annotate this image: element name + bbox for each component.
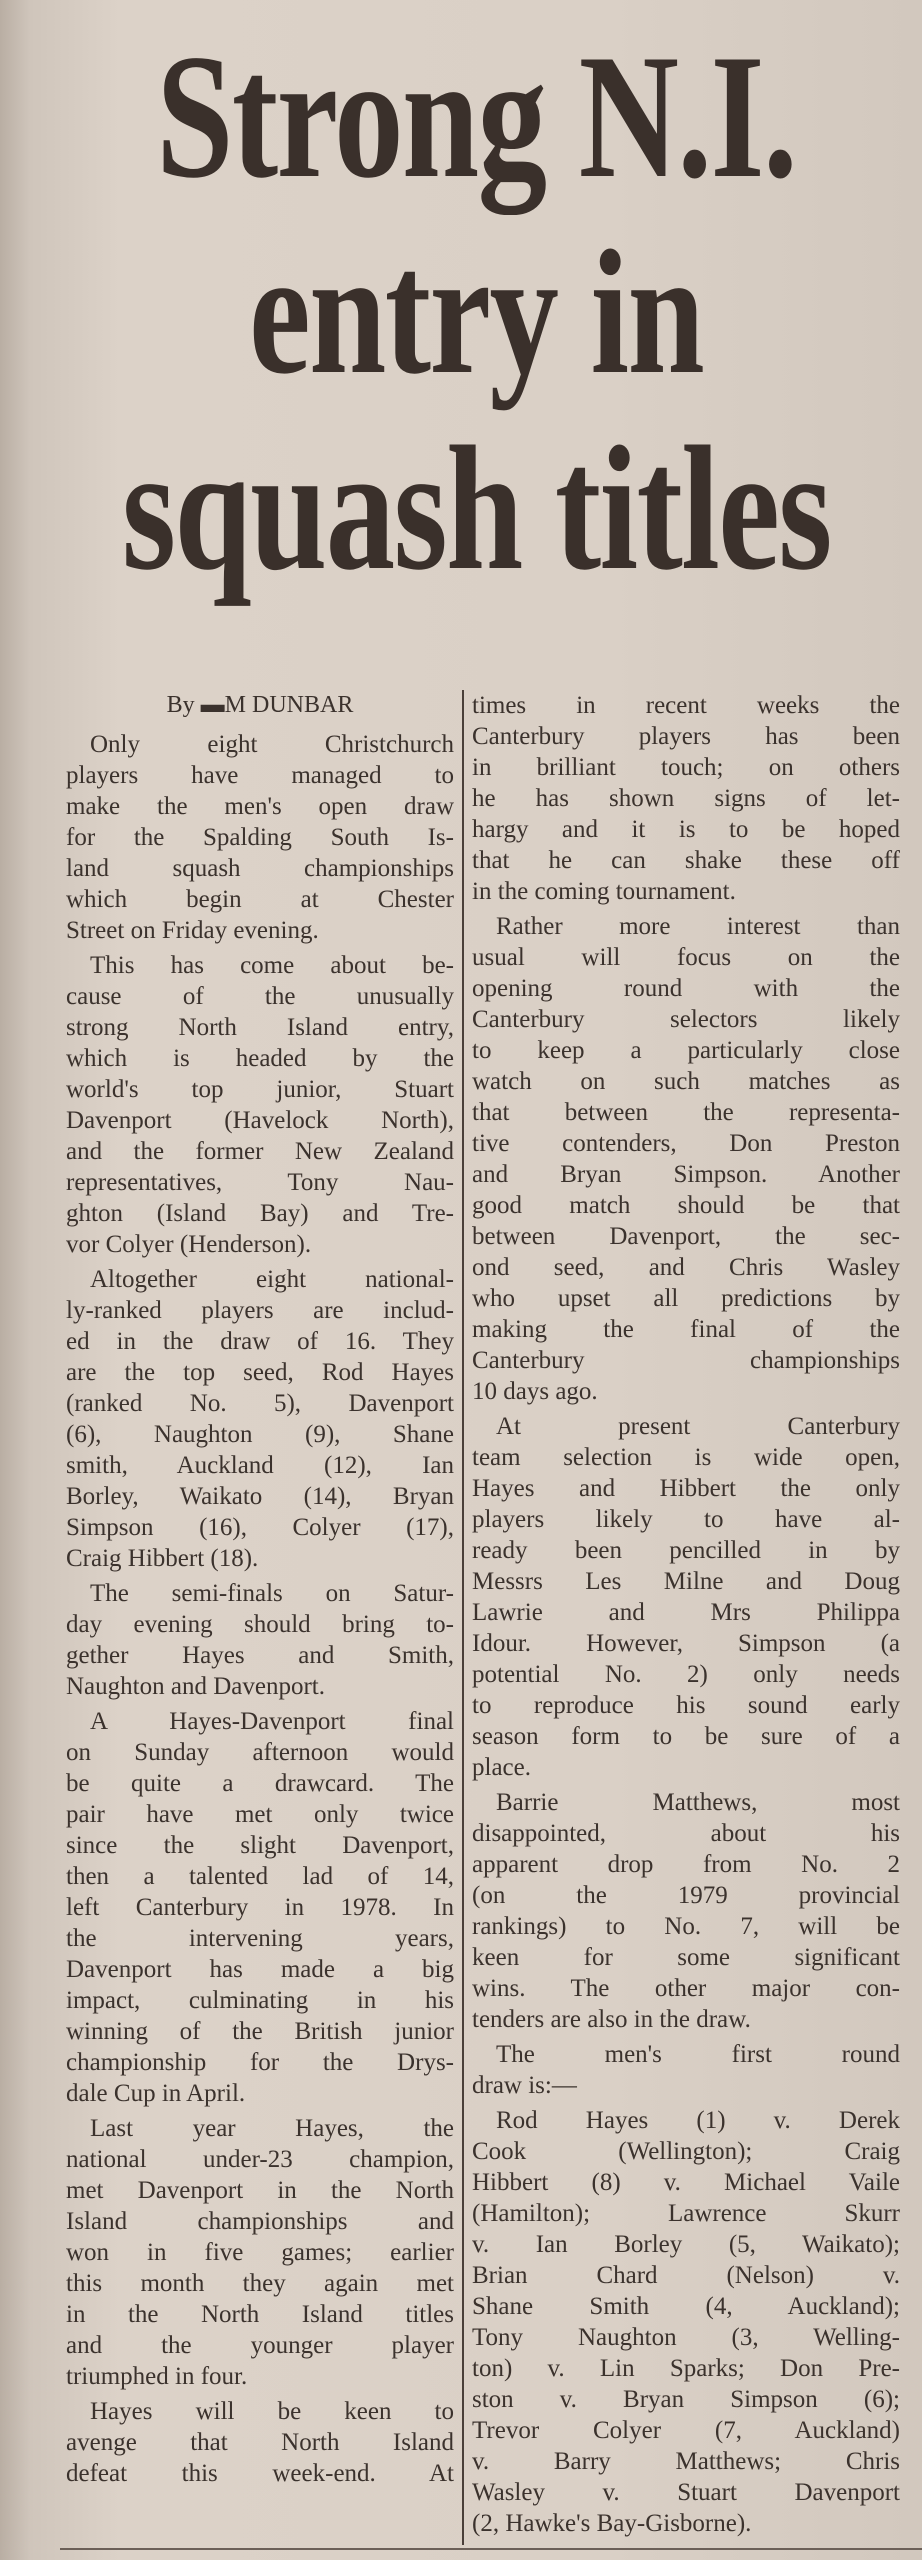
text-line: tive contenders, Don Preston bbox=[472, 1130, 900, 1157]
text-line: Rod Hayes (1) v. Derek bbox=[496, 2107, 900, 2134]
article-paragraph bbox=[66, 1578, 454, 1702]
headline-text: entry in bbox=[248, 213, 704, 411]
article-paragraph bbox=[66, 950, 454, 1260]
headline-text: squash titles bbox=[121, 409, 831, 607]
text-line: Brian Chard (Nelson) v. bbox=[472, 2262, 900, 2289]
text-line: Altogether eight national- bbox=[90, 1266, 454, 1293]
text-line: A Hayes-Davenport final bbox=[90, 1708, 454, 1735]
text-line: team selection is wide open, bbox=[472, 1444, 900, 1471]
text-line: and Bryan Simpson. Another bbox=[472, 1161, 900, 1188]
text-line: v. Barry Matthews; Chris bbox=[472, 2448, 900, 2475]
text-line: defeat this week-end. At bbox=[66, 2460, 454, 2487]
text-line: day evening should bring to- bbox=[66, 1611, 454, 1638]
text-line: dale Cup in April. bbox=[66, 2080, 246, 2107]
text-line: impact, culminating in his bbox=[66, 1987, 454, 2014]
text-line: to keep a particularly close bbox=[472, 1037, 900, 1064]
text-line: make the men's open draw bbox=[66, 793, 454, 820]
text-line: (Hamilton); Lawrence Skurr bbox=[472, 2200, 900, 2227]
text-line: then a talented lad of 14, bbox=[66, 1863, 454, 1890]
text-line: usual will focus on the bbox=[472, 944, 900, 971]
text-line: Davenport (Havelock North), bbox=[66, 1107, 454, 1134]
text-line: cause of the unusually bbox=[66, 983, 454, 1010]
column-divider bbox=[462, 690, 464, 2545]
text-line: ly-ranked players are includ- bbox=[66, 1297, 454, 1324]
text-line: Naughton and Davenport. bbox=[66, 1673, 325, 1700]
headline-text: Strong N.I. bbox=[156, 17, 796, 215]
text-line: that between the representa- bbox=[472, 1099, 900, 1126]
text-line: Tony Naughton (3, Welling- bbox=[472, 2324, 900, 2351]
text-line: strong North Island entry, bbox=[66, 1014, 454, 1041]
text-line: avenge that North Island bbox=[66, 2429, 454, 2456]
article-paragraph bbox=[66, 1264, 454, 1574]
article-paragraph bbox=[472, 1411, 900, 1783]
text-line: in the North Island titles bbox=[66, 2301, 454, 2328]
text-line: hargy and it is to be hoped bbox=[472, 816, 900, 843]
text-line: opening round with the bbox=[472, 975, 900, 1002]
article-column-left bbox=[66, 690, 454, 2489]
text-line: (6), Naughton (9), Shane bbox=[66, 1421, 454, 1448]
text-line: keen for some significant bbox=[472, 1944, 900, 1971]
byline: By ▬M DUNBAR bbox=[166, 692, 354, 718]
text-line: between Davenport, the sec- bbox=[472, 1223, 900, 1250]
text-line: which begin at Chester bbox=[66, 886, 454, 913]
article-column-right bbox=[472, 690, 900, 2539]
text-line: he has shown signs of let- bbox=[472, 785, 900, 812]
text-line: ed in the draw of 16. They bbox=[66, 1328, 454, 1355]
text-line: national under-23 champion, bbox=[66, 2146, 454, 2173]
text-line: 10 days ago. bbox=[472, 1378, 598, 1405]
text-line: Idour. However, Simpson (a bbox=[472, 1630, 900, 1657]
article-paragraph bbox=[66, 729, 454, 946]
article-paragraph bbox=[66, 2396, 454, 2489]
text-line: (on the 1979 provincial bbox=[472, 1882, 900, 1909]
text-line: This has come about be- bbox=[90, 952, 454, 979]
article-paragraph bbox=[472, 2105, 900, 2539]
article-paragraph bbox=[472, 1787, 900, 2035]
text-line: draw is:— bbox=[472, 2072, 577, 2099]
text-line: the intervening years, bbox=[66, 1925, 454, 1952]
article-paragraph bbox=[472, 2039, 900, 2101]
text-line: (ranked No. 5), Davenport bbox=[66, 1390, 454, 1417]
text-line: Craig Hibbert (18). bbox=[66, 1545, 259, 1572]
headline-line bbox=[40, 18, 912, 214]
text-line: representatives, Tony Nau- bbox=[66, 1169, 454, 1196]
text-line: Wasley v. Stuart Davenport bbox=[472, 2479, 900, 2506]
text-line: ton) v. Lin Sparks; Don Pre- bbox=[472, 2355, 900, 2382]
text-line: are the top seed, Rod Hayes bbox=[66, 1359, 454, 1386]
text-line: Cook (Wellington); Craig bbox=[472, 2138, 900, 2165]
text-line: triumphed in four. bbox=[66, 2363, 248, 2390]
article-paragraph bbox=[66, 1706, 454, 2109]
text-line: Hayes and Hibbert the only bbox=[472, 1475, 900, 1502]
text-line: v. Ian Borley (5, Waikato); bbox=[472, 2231, 900, 2258]
text-line: pair have met only twice bbox=[66, 1801, 454, 1828]
text-line: making the final of the bbox=[472, 1316, 900, 1343]
text-line: disappointed, about his bbox=[472, 1820, 900, 1847]
text-line: who upset all predictions by bbox=[472, 1285, 900, 1312]
text-line: wins. The other major con- bbox=[472, 1975, 900, 2002]
text-line: in brilliant touch; on others bbox=[472, 754, 900, 781]
text-line: Shane Smith (4, Auckland); bbox=[472, 2293, 900, 2320]
text-line: ond seed, and Chris Wasley bbox=[472, 1254, 900, 1281]
text-line: Only eight Christchurch bbox=[90, 731, 454, 758]
text-line: on Sunday afternoon would bbox=[66, 1739, 454, 1766]
text-line: and the former New Zealand bbox=[66, 1138, 454, 1165]
text-line: vor Colyer (Henderson). bbox=[66, 1231, 312, 1258]
text-line: Street on Friday evening. bbox=[66, 917, 319, 944]
text-line: ready been pencilled in by bbox=[472, 1537, 900, 1564]
text-line: season form to be sure of a bbox=[472, 1723, 900, 1750]
headline-line bbox=[40, 410, 912, 606]
text-line: Last year Hayes, the bbox=[90, 2115, 454, 2142]
text-line: ghton (Island Bay) and Tre- bbox=[66, 1200, 454, 1227]
text-line: left Canterbury in 1978. In bbox=[66, 1894, 454, 1921]
text-line: rankings) to No. 7, will be bbox=[472, 1913, 900, 1940]
text-line: in the coming tournament. bbox=[472, 878, 736, 905]
text-line: ston v. Bryan Simpson (6); bbox=[472, 2386, 900, 2413]
text-line: won in five games; earlier bbox=[66, 2239, 454, 2266]
text-line: potential No. 2) only needs bbox=[472, 1661, 900, 1688]
text-line: good match should be that bbox=[472, 1192, 900, 1219]
text-line: Rather more interest than bbox=[496, 913, 900, 940]
text-line: be quite a drawcard. The bbox=[66, 1770, 454, 1797]
text-line: place. bbox=[472, 1754, 531, 1781]
text-line: Barrie Matthews, most bbox=[496, 1789, 900, 1816]
text-line: Lawrie and Mrs Philippa bbox=[472, 1599, 900, 1626]
text-line: apparent drop from No. 2 bbox=[472, 1851, 900, 1878]
headline-line bbox=[40, 214, 912, 410]
text-line: winning of the British junior bbox=[66, 2018, 454, 2045]
text-line: Simpson (16), Colyer (17), bbox=[66, 1514, 454, 1541]
text-line: to reproduce his sound early bbox=[472, 1692, 900, 1719]
text-line: this month they again met bbox=[66, 2270, 454, 2297]
text-line: Hayes will be keen to bbox=[90, 2398, 454, 2425]
text-line: Canterbury championships bbox=[472, 1347, 900, 1374]
text-line: The semi-finals on Satur- bbox=[90, 1580, 454, 1607]
text-line: Davenport has made a big bbox=[66, 1956, 454, 1983]
text-line: The men's first round bbox=[496, 2041, 900, 2068]
text-line: that he can shake these off bbox=[472, 847, 900, 874]
text-line: Island championships and bbox=[66, 2208, 454, 2235]
text-line: gether Hayes and Smith, bbox=[66, 1642, 454, 1669]
text-line: Borley, Waikato (14), Bryan bbox=[66, 1483, 454, 1510]
text-line: Canterbury players has been bbox=[472, 723, 900, 750]
text-line: Hibbert (8) v. Michael Vaile bbox=[472, 2169, 900, 2196]
text-line: land squash championships bbox=[66, 855, 454, 882]
text-line: Trevor Colyer (7, Auckland) bbox=[472, 2417, 900, 2444]
text-line: players have managed to bbox=[66, 762, 454, 789]
article-paragraph bbox=[472, 690, 900, 907]
text-line: championship for the Drys- bbox=[66, 2049, 454, 2076]
text-line: (2, Hawke's Bay-Gisborne). bbox=[472, 2510, 752, 2537]
article-paragraph bbox=[472, 911, 900, 1407]
text-line: Messrs Les Milne and Doug bbox=[472, 1568, 900, 1595]
text-line: world's top junior, Stuart bbox=[66, 1076, 454, 1103]
text-line: times in recent weeks the bbox=[472, 692, 900, 719]
text-line: watch on such matches as bbox=[472, 1068, 900, 1095]
article-paragraph bbox=[66, 2113, 454, 2392]
text-line: and the younger player bbox=[66, 2332, 454, 2359]
text-line: which is headed by the bbox=[66, 1045, 454, 1072]
bottom-rule bbox=[60, 2548, 922, 2550]
text-line: At present Canterbury bbox=[496, 1413, 900, 1440]
text-line: players likely to have al- bbox=[472, 1506, 900, 1533]
text-line: for the Spalding South Is- bbox=[66, 824, 454, 851]
text-line: tenders are also in the draw. bbox=[472, 2006, 751, 2033]
text-line: smith, Auckland (12), Ian bbox=[66, 1452, 454, 1479]
headline bbox=[40, 18, 912, 606]
text-line: Canterbury selectors likely bbox=[472, 1006, 900, 1033]
text-line: since the slight Davenport, bbox=[66, 1832, 454, 1859]
text-line: met Davenport in the North bbox=[66, 2177, 454, 2204]
